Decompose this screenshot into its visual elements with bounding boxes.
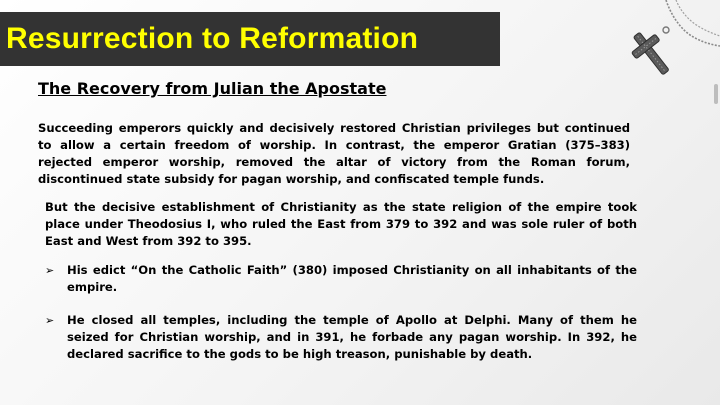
title-bar — [0, 12, 500, 66]
arrow-bullet-icon: ➢ — [45, 264, 55, 277]
paragraph-gratian: Succeeding emperors quickly and decisively restored Christian privileges but continued to allow a certain freedom of worship. In contrast, the emperor Gratian (375–383) rejected emperor worship, removed the altar of victory from the Roman forum, discontinued state subsidy for pagan worship, and confiscated temple funds. — [38, 121, 630, 186]
slide-subtitle: The Recovery from Julian the Apostate — [38, 79, 387, 98]
bullet-text: He closed all temples, including the temple of Apollo at Delphi. Many of them he seized for Christian worship, and in 391, he forbade any pagan worship. In 392, he declared sacrifice to the gods to be high treason, punishable by death. — [67, 313, 637, 361]
arrow-bullet-icon: ➢ — [45, 314, 55, 327]
slide-title: Resurrection to Reformation — [6, 22, 419, 55]
bullet-item — [45, 312, 637, 363]
paragraph-theodosius: But the decisive establishment of Christianity as the state religion of the empire took place under Theodosius I, who ruled the East from 379 to 392 and was sole ruler of both East and West from 392 to 395. — [45, 200, 637, 248]
bullet-text: His edict “On the Catholic Faith” (380) imposed Christianity on all inhabitants of the empire. — [67, 263, 637, 294]
bullet-item — [45, 262, 637, 296]
cross-pendant-icon — [610, 0, 720, 110]
